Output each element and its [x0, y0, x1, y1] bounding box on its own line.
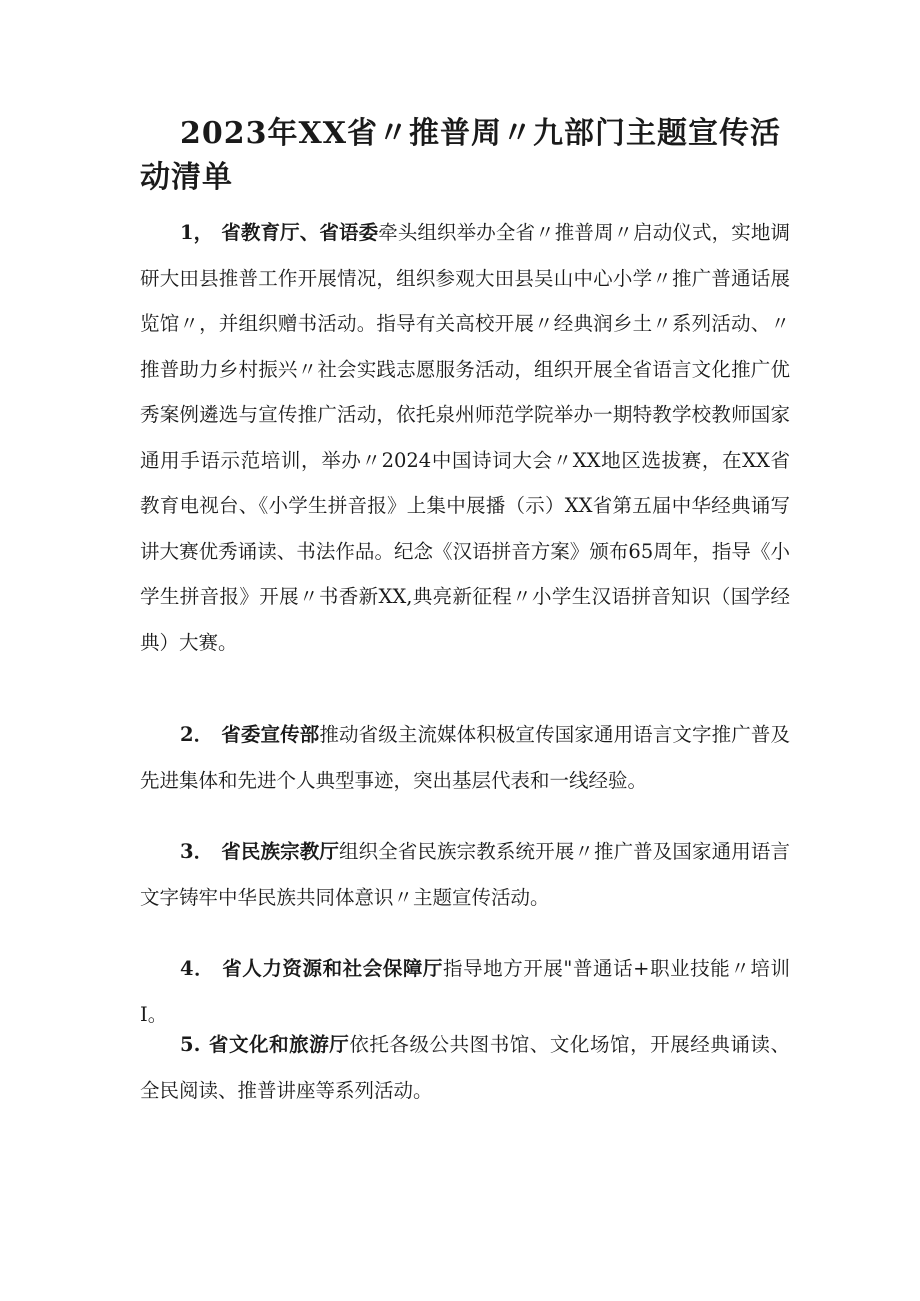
item-text: 牵头组织举办全省〃推普周〃启动仪式，实地调研大田县推普工作开展情况，组织参观大田县吴山中心小学〃推广普通话展览馆〃，并组织赠书活动。指导有关高校开展〃经典润乡土〃系列活动、〃推普助力乡村振兴〃社会实践志愿服务活动，组织开展全省语言文化推广优秀案例遴选与宣传推广活动，依托泉州师范学院举办一期特教学校教师国家通用手语示范培训，举办〃2024中国诗词大会〃XX地区选拔赛，在XX省教育电视台、《小学生拼音报》上集中展播（示）XX省第五届中华经典诵写讲大赛优秀诵读、书法作品。纪念《汉语拼音方案》颁布65周年，指导《小学生拼音报》开展〃书香新XX,典亮新征程〃小学生汉语拼音知识（国学经典）大赛。 — [140, 221, 790, 654]
list-item — [140, 712, 790, 803]
document-title — [140, 112, 800, 200]
item-number: 1， — [180, 221, 214, 244]
title-text: 2023年XX省〃推普周〃九部门主题宣传活动清单 — [140, 116, 782, 195]
item-department: 省教育厅、省语委 — [221, 221, 379, 244]
item-department: 省民族宗教厅 — [221, 840, 339, 863]
item-department: 省人力资源和社会保障厅 — [222, 957, 443, 980]
item-number: 5. — [180, 1033, 201, 1056]
item-number: 3． — [180, 840, 214, 863]
item-text: 组织全省民族宗教系统开展〃推广普及国家通用语言文字铸牢中华民族共同体意识〃主题宣传活动。 — [140, 840, 790, 909]
item-department: 省文化和旅游厅 — [208, 1033, 350, 1056]
item-number: 2． — [180, 723, 214, 746]
list-item — [140, 1022, 790, 1113]
list-item — [140, 210, 790, 665]
list-item — [140, 829, 790, 920]
item-text: 指导地方开展"普通话+职业技能〃培训I。 — [140, 957, 790, 1026]
item-number: 4． — [180, 957, 215, 980]
item-text: 推动省级主流媒体积极宣传国家通用语言文字推广普及先进集体和先进个人典型事迹，突出基层代表和一线经验。 — [140, 723, 790, 792]
item-department: 省委宣传部 — [221, 723, 320, 746]
item-text: 依托各级公共图书馆、文化场馆，开展经典诵读、全民阅读、推普讲座等系列活动。 — [140, 1033, 790, 1102]
